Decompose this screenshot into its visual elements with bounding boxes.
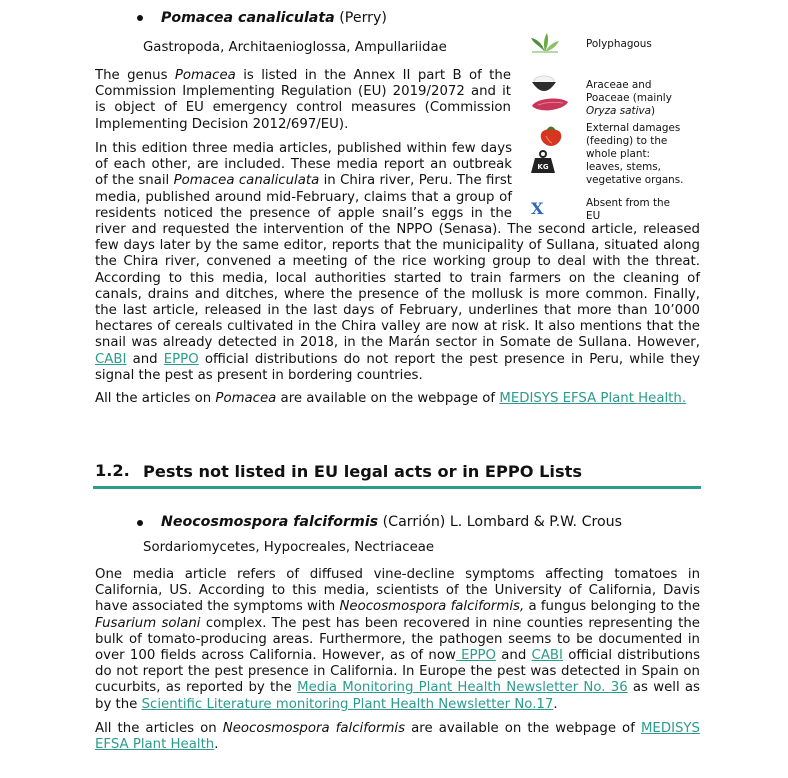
species-name: Neocosmospora falciformis xyxy=(161,514,379,530)
species-authority: (Perry) xyxy=(339,10,387,26)
species-authority: (Carrión) L. Lombard & P.W. Crous xyxy=(382,514,623,530)
weight-icon xyxy=(530,150,556,174)
species-taxonomy: Sordariomycetes, Hypocreales, Nectriaceae xyxy=(143,540,435,555)
damage-label: External damages (feeding) to the whole plant: leaves, stems, vegetative organs. xyxy=(586,122,684,186)
leaves-icon xyxy=(530,32,560,54)
species-taxonomy: Gastropoda, Architaenioglossa, Ampullariidae xyxy=(143,40,447,55)
species-name: Pomacea canaliculata xyxy=(161,10,335,26)
literature-newsletter-link[interactable]: Scientific Literature monitoring Plant Health Newsletter No.17 xyxy=(141,696,554,712)
medisys-link[interactable]: MEDISYS EFSA Plant Health. xyxy=(499,391,687,406)
eppo-link[interactable]: EPPO xyxy=(455,648,497,664)
paragraph-outbreak: In this edition three media articles, published within few days of each other, are included. These media report an outbreak of the snail Pomacea canaliculata in Chira river, Peru. The first media, published around mid-February, claims that a group of residents noticed the presence of apple snail’s eggs in the river and requested the intervention of the NPPO (Senasa). The second article, released few days later by the same editor, reports that the municipality of Sullana, situated along the Chira river, convened a meeting of the rice working group to deal with the threat. According to this media, local authorities started to train farmers on the cleaning of canals, drains and ditches, where the presence of the mollusk is more common. Finally, the last article, released in the last days of February, underlines that more than 10’000 hectares of cereals cultivated in the Chira valley are now at risk. It also mentions that the snail was already detected in 2018, in the Marán sector in Somate de Sullana. However, CABI and EPPO official distributions do not report the pest presence in Peru, while they signal the pest as present in bordering countries. xyxy=(95,141,700,383)
paragraph-tomato-outbreak: One media article refers of diffused vine-decline symptoms affecting tomatoes in California, US. According to this media, scientists of the University of California, Davis have associated the symptoms with Neocosmospora falciformis, a fungus belonging to the Fusarium solani complex. The pest has been recovered in nine counties representing the bulk of tomato-producing areas. Furthermore, the pathogen seems to be documented in over 100 fields across California. However, as of now EPPO and CABI official distributions do not report the pest presence in California. In Europe the pest was detected in Spain on cucurbits, as reported by the Media Monitoring Plant Health Newsletter No. 36 as well as by the Scientific Literature monitoring Plant Health Newsletter No.17. xyxy=(95,567,701,712)
pepper-icon xyxy=(536,124,566,148)
paragraph-articles-neocosmospora: All the articles on Neocosmospora falciformis are available on the webpage of MEDISYS EFSA Plant Health. xyxy=(95,721,700,753)
absent-mark-icon: X xyxy=(531,199,544,218)
paragraph-articles-pomacea: All the articles on Pomacea are available on the webpage of MEDISYS EFSA Plant Health. xyxy=(95,391,687,406)
paragraph-regulation: The genus Pomacea is listed in the Annex II part B of the Commission Implementing Regulation (EU) 2019/2072 and it is object of EU emergency control measures (Commission Implementing Decision 2012/697/EU). xyxy=(95,68,511,132)
eppo-link[interactable]: EPPO xyxy=(163,351,199,367)
section-divider xyxy=(93,486,701,489)
medisys-link[interactable]: MEDISYS EFSA Plant Health xyxy=(95,721,700,753)
species-heading xyxy=(161,10,387,26)
hosts-label: Araceae and Poaceae (mainly Oryza sativa) xyxy=(586,79,672,117)
bullet-icon xyxy=(137,15,143,21)
cabi-link[interactable]: CABI xyxy=(95,351,127,367)
svg-text:KG: KG xyxy=(537,163,549,171)
section-title: Pests not listed in EU legal acts or in EPPO Lists xyxy=(143,462,582,481)
status-label: Absent from the EU xyxy=(586,197,671,222)
sweet-potato-icon xyxy=(530,96,570,114)
section-number: 1.2. xyxy=(95,461,130,480)
bullet-icon xyxy=(137,520,143,526)
rice-bowl-icon xyxy=(530,74,558,96)
media-newsletter-link[interactable]: Media Monitoring Plant Health Newsletter No. 36 xyxy=(297,680,628,696)
cabi-link[interactable]: CABI xyxy=(531,648,563,664)
species-heading xyxy=(161,514,622,530)
host-range-label: Polyphagous xyxy=(586,38,652,50)
